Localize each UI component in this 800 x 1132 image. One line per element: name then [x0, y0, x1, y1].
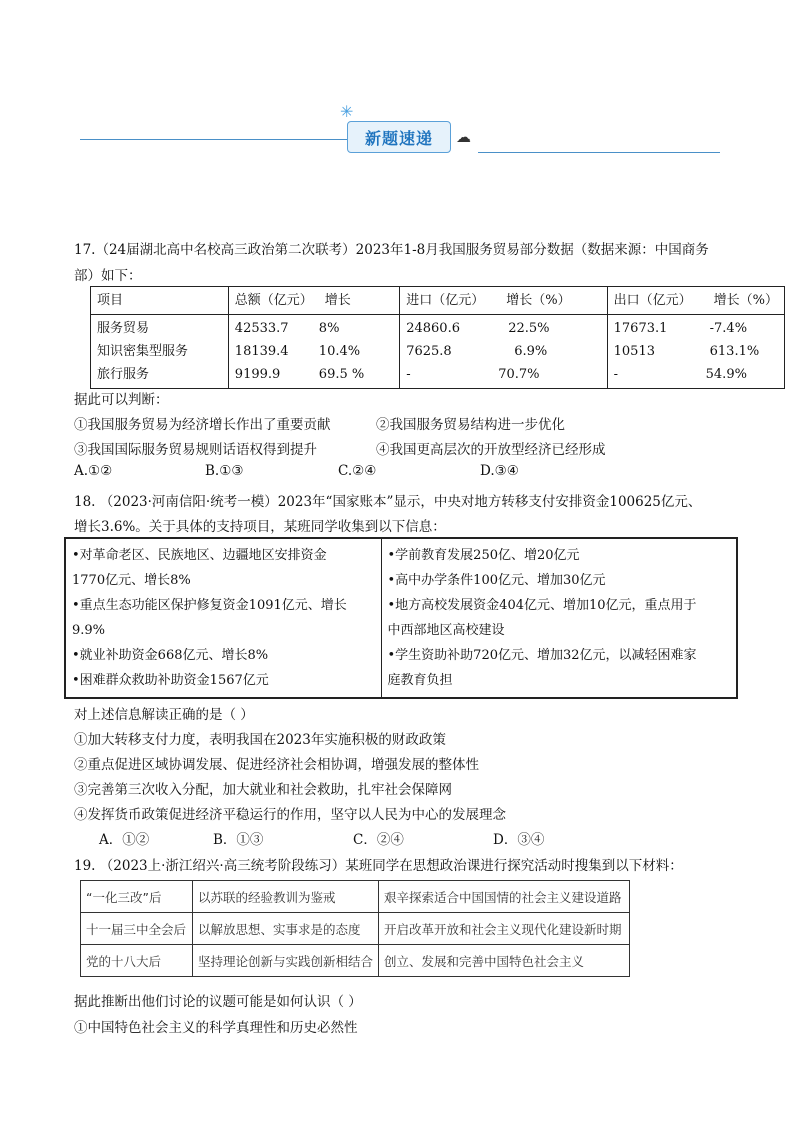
- q19-statement-1: ①中国特色社会主义的科学真理性和历史必然性: [74, 1020, 358, 1036]
- table-cell: 24860.6 22.5% 7625.8 6.9% - 70.7%: [400, 315, 607, 389]
- table-cell: 开启改革开放和社会主义现代化建设新时期: [379, 913, 630, 945]
- q19-stem: 19. （2023上·浙江绍兴·高三统考阶段练习）某班同学在思想政治课进行探究活动时搜集到以下材料：: [74, 858, 683, 874]
- q18-question: 对上述信息解读正确的是（ ）: [74, 707, 254, 723]
- table-row: [65, 538, 737, 698]
- q19-material-table: [80, 880, 630, 977]
- table-cell: 42533.7 8% 18139.4 10.4% 9199.9 69.5 %: [228, 315, 399, 389]
- table-header-cell: 进口（亿元） 增长（%）: [400, 287, 607, 315]
- table-cell: 艰辛探索适合中国国情的社会主义建设道路: [379, 881, 630, 913]
- table-cell: •对革命老区、民族地区、边疆地区安排资金 1770亿元、增长8% •重点生态功能区保护修复资金1091亿元、增长 9.9% •就业补助资金668亿元、增长8% •困难群众救助补助资金1567亿元: [65, 538, 381, 698]
- table-cell: 十一届三中全会后: [81, 913, 193, 945]
- table-row: [81, 945, 630, 977]
- q18-statement-4: ④发挥货币政策促进经济平稳运行的作用，坚守以人民为中心的发展理念: [74, 807, 506, 823]
- table-header-cell: 项目: [91, 287, 229, 315]
- sparkle-icon: ✳: [340, 102, 355, 121]
- q17-data-table: [90, 286, 785, 389]
- table-header-cell: 总额（亿元） 增长: [228, 287, 399, 315]
- q17-option-b[interactable]: B.①③: [205, 463, 244, 479]
- q17-stem-line2: 部）如下：: [74, 268, 142, 284]
- q17-option-c[interactable]: C.②④: [338, 463, 377, 479]
- q17-statement-1: ①我国服务贸易为经济增长作出了重要贡献: [74, 417, 331, 433]
- table-row: [91, 287, 785, 315]
- table-cell: 17673.1 -7.4% 10513 613.1% - 54.9%: [607, 315, 784, 389]
- table-cell: 坚持理论创新与实践创新相结合: [193, 945, 379, 977]
- table-cell: 服务贸易 知识密集型服务 旅行服务: [91, 315, 229, 389]
- table-cell: 党的十八大后: [81, 945, 193, 977]
- q18-statement-3: ③完善第三次收入分配，加大就业和社会救助，扎牢社会保障网: [74, 782, 452, 798]
- q18-statement-1: ①加大转移支付力度，表明我国在2023年实施积极的财政政策: [74, 732, 446, 748]
- q17-option-d[interactable]: D.③④: [480, 463, 519, 479]
- table-cell: 创立、发展和完善中国特色社会主义: [379, 945, 630, 977]
- q17-statement-3: ③我国国际服务贸易规则话语权得到提升: [74, 442, 317, 458]
- q17-prompt: 据此可以判断：: [74, 392, 169, 408]
- q17-stem-line1: 17.（24届湖北高中名校高三政治第二次联考）2023年1-8月我国服务贸易部分数据（数据来源：中国商务: [74, 242, 709, 258]
- table-row: [91, 315, 785, 389]
- table-header-cell: 出口（亿元） 增长（%）: [607, 287, 784, 315]
- q17-option-a[interactable]: A.①②: [74, 463, 113, 479]
- table-cell: 以解放思想、实事求是的态度: [193, 913, 379, 945]
- q18-info-table: [64, 537, 738, 699]
- table-cell: “一化三改”后: [81, 881, 193, 913]
- q18-option-c[interactable]: C．②④: [353, 832, 404, 848]
- q17-statement-4: ④我国更高层次的开放型经济已经形成: [376, 442, 606, 458]
- header-rule-right: [478, 152, 720, 153]
- q18-stem-line2: 增长3.6%。关于具体的支持项目，某班同学收集到以下信息：: [74, 519, 446, 535]
- q19-question: 据此推断出他们讨论的议题可能是如何认识（ ）: [74, 994, 362, 1010]
- cloud-icon: ☁: [456, 128, 472, 146]
- table-row: [81, 913, 630, 945]
- q18-option-b[interactable]: B．①③: [213, 832, 264, 848]
- section-title: 新题速递: [364, 128, 433, 148]
- q18-option-d[interactable]: D．③④: [493, 832, 545, 848]
- table-cell: 以苏联的经验教训为鉴戒: [193, 881, 379, 913]
- table-row: [81, 881, 630, 913]
- q18-option-a[interactable]: A．①②: [99, 832, 150, 848]
- q18-stem-line1: 18. （2023·河南信阳·统考一模）2023年“国家账本”显示，中央对地方转移支付安排资金100625亿元、: [74, 494, 702, 510]
- table-cell: •学前教育发展250亿、增20亿元 •高中办学条件100亿元、增加30亿元 •地方高校发展资金404亿元、增加10亿元，重点用于 中西部地区高校建设 •学生资助补助720亿元、增加32亿元，以减轻困难家 庭教育负担: [381, 538, 737, 698]
- q18-statement-2: ②重点促进区域协调发展、促进经济社会相协调，增强发展的整体性: [74, 757, 479, 773]
- section-badge: [340, 102, 472, 153]
- q17-statement-2: ②我国服务贸易结构进一步优化: [376, 417, 565, 433]
- header-rule-left: [80, 139, 348, 140]
